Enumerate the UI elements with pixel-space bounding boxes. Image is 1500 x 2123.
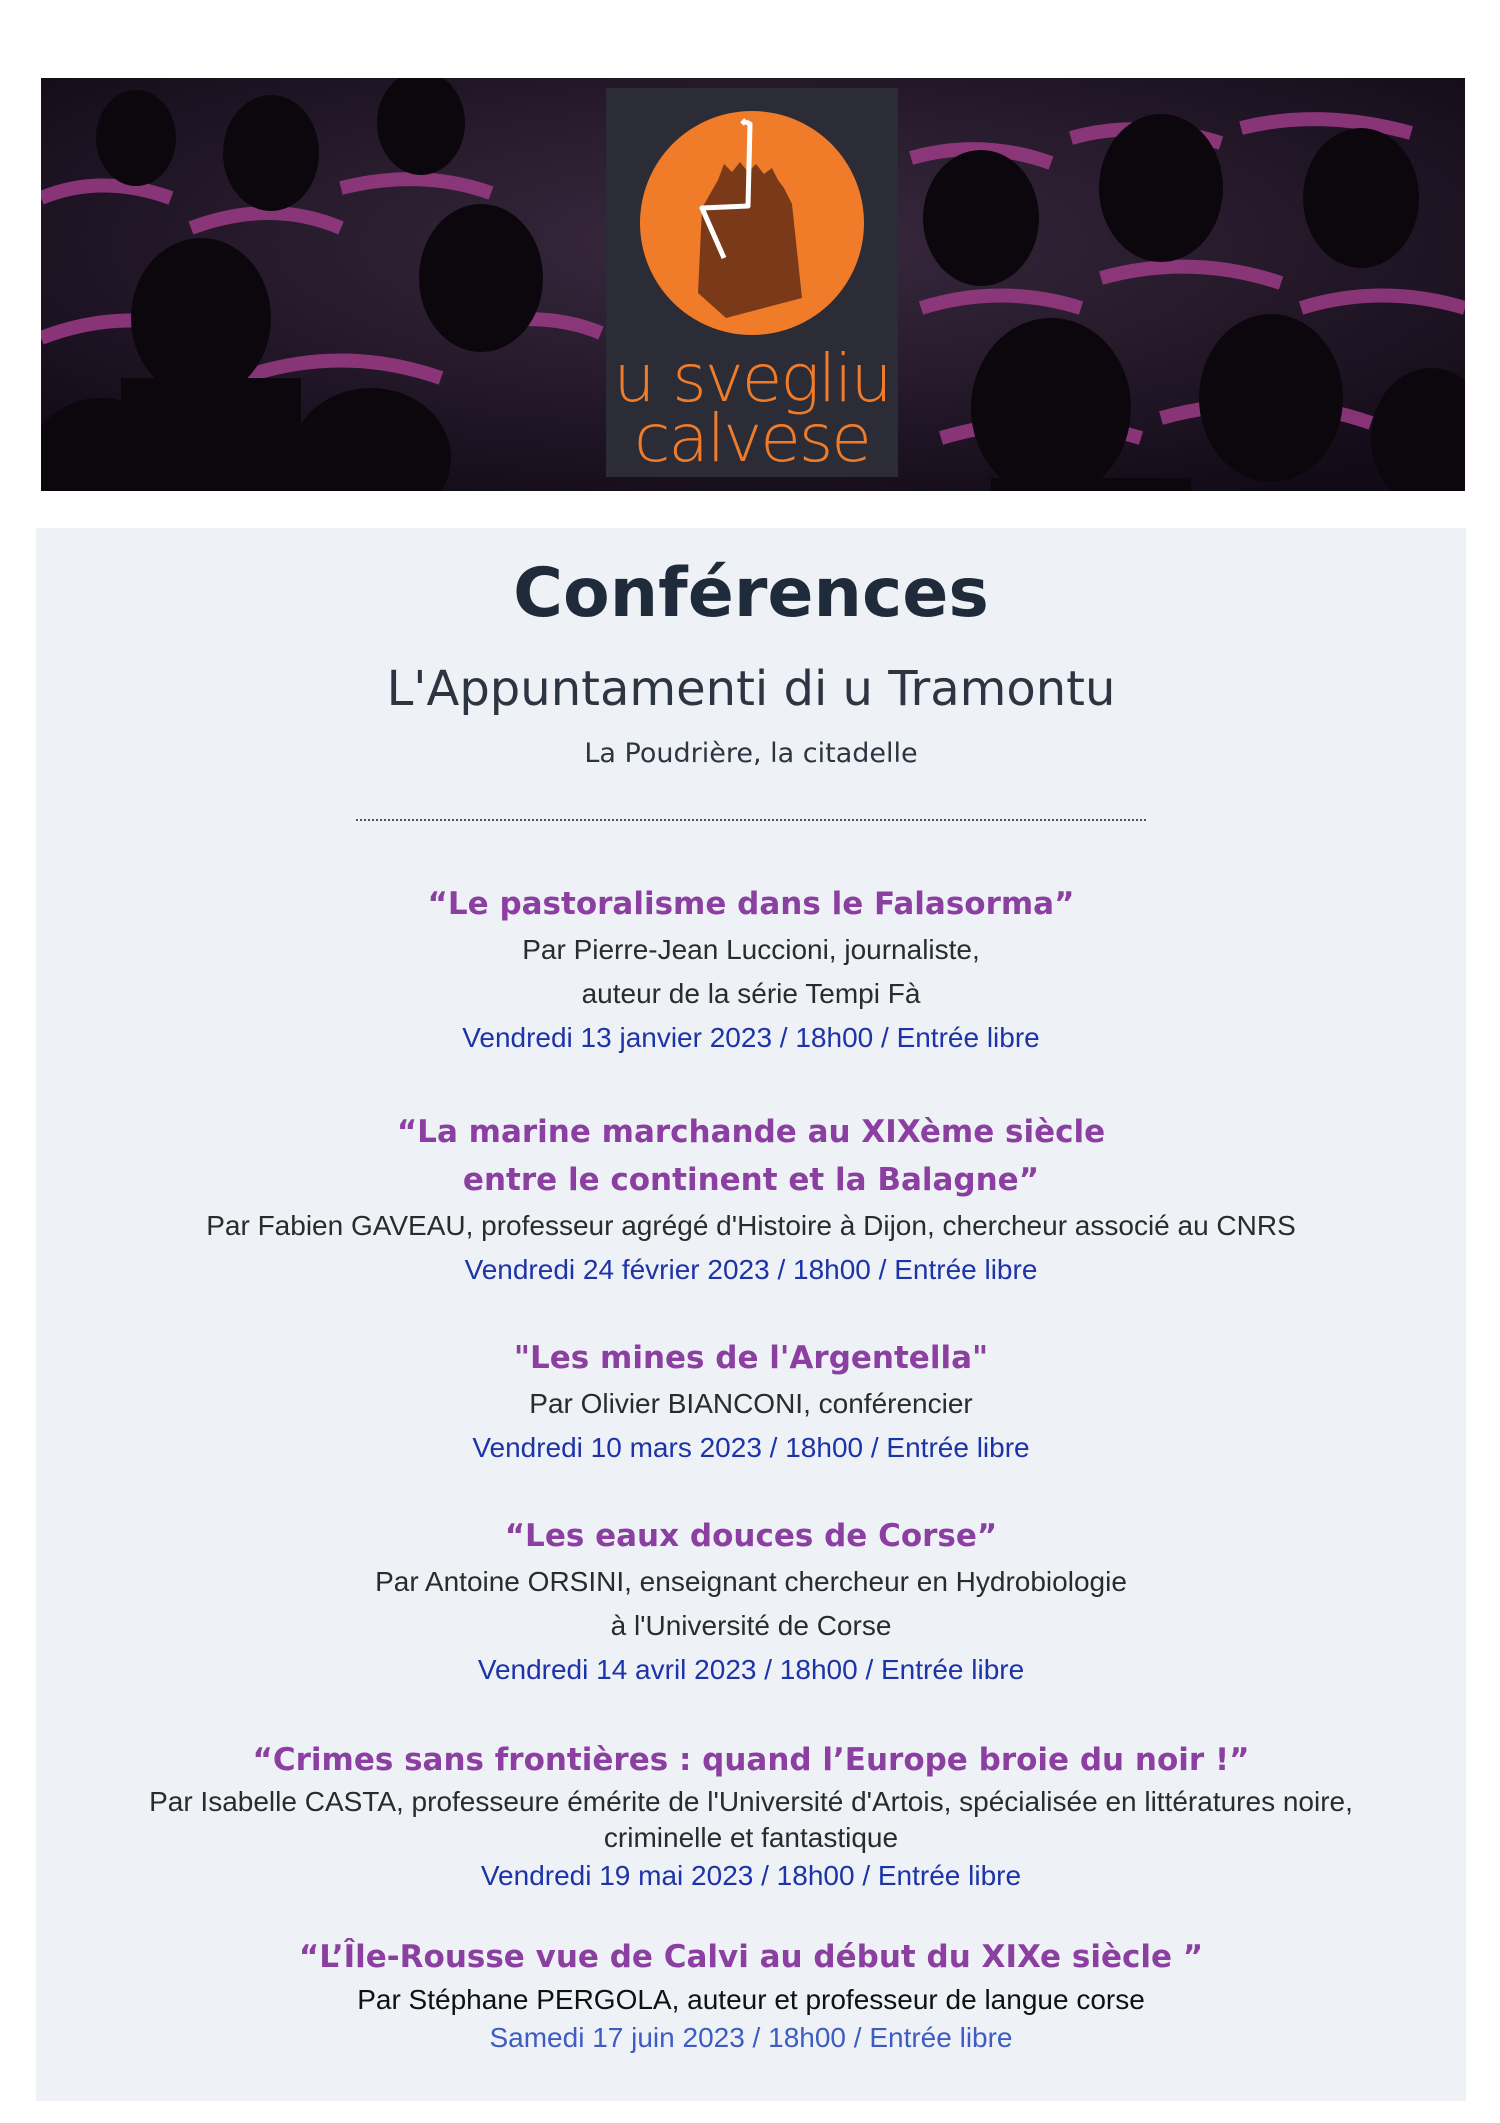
page-title: Conférences (513, 554, 989, 633)
event-item (36, 1933, 1466, 2057)
event-speaker: criminelle et fantastique (603, 1822, 899, 1853)
event-speaker: Par Isabelle CASTA, professeure émérite de l'Université d'Artois, spécialisée en littératures noire, (149, 1786, 1353, 1817)
event-date: Samedi 17 juin 2023 / 18h00 / Entrée libre (489, 2022, 1013, 2053)
tower-emblem-icon (606, 88, 898, 348)
page-subtitle: L'Appuntamenti di u Tramontu (386, 661, 1116, 717)
event-item (36, 1736, 1466, 1896)
event-speaker: Par Olivier BIANCONI, conférencier (529, 1388, 973, 1419)
header-banner (41, 78, 1465, 491)
event-title: “L’Île-Rousse vue de Calvi au début du XIXe siècle ” (298, 1939, 1204, 1975)
event-date: Vendredi 13 janvier 2023 / 18h00 / Entrée libre (462, 1022, 1040, 1053)
event-speaker: à l'Université de Corse (610, 1610, 892, 1641)
event-item (36, 1334, 1466, 1470)
dotted-divider (356, 819, 1146, 821)
event-item (36, 880, 1466, 1060)
event-date: Vendredi 10 mars 2023 / 18h00 / Entrée libre (472, 1432, 1030, 1463)
event-title: “Le pastoralisme dans le Falasorma” (427, 886, 1075, 922)
logo-line2: calvese (634, 400, 870, 477)
venue-location: La Poudrière, la citadelle (584, 738, 918, 769)
event-title: “La marine marchande au XIXème siècle (396, 1114, 1106, 1150)
event-speaker: Par Stéphane PERGOLA, auteur et professeur de langue corse (357, 1984, 1145, 2015)
event-title: “Les eaux douces de Corse” (504, 1518, 998, 1554)
conference-panel (36, 528, 1466, 2101)
event-date: Vendredi 19 mai 2023 / 18h00 / Entrée libre (480, 1860, 1022, 1891)
event-date: Vendredi 24 février 2023 / 18h00 / Entrée libre (464, 1254, 1038, 1285)
logo (606, 88, 898, 477)
event-item (36, 1108, 1466, 1292)
event-title: “Crimes sans frontières : quand l’Europe broie du noir !” (252, 1742, 1250, 1778)
event-speaker: Par Fabien GAVEAU, professeur agrégé d'Histoire à Dijon, chercheur associé au CNRS (206, 1210, 1296, 1241)
event-date: Vendredi 14 avril 2023 / 18h00 / Entrée libre (477, 1654, 1025, 1685)
event-item (36, 1512, 1466, 1692)
event-title: entre le continent et la Balagne” (462, 1162, 1040, 1198)
logo-line1: u svegliu (613, 340, 891, 417)
event-speaker: auteur de la série Tempi Fà (581, 978, 921, 1009)
event-title: "Les mines de l'Argentella" (513, 1340, 989, 1376)
event-speaker: Par Pierre-Jean Luccioni, journaliste, (522, 934, 980, 965)
event-speaker: Par Antoine ORSINI, enseignant chercheur en Hydrobiologie (375, 1566, 1127, 1597)
